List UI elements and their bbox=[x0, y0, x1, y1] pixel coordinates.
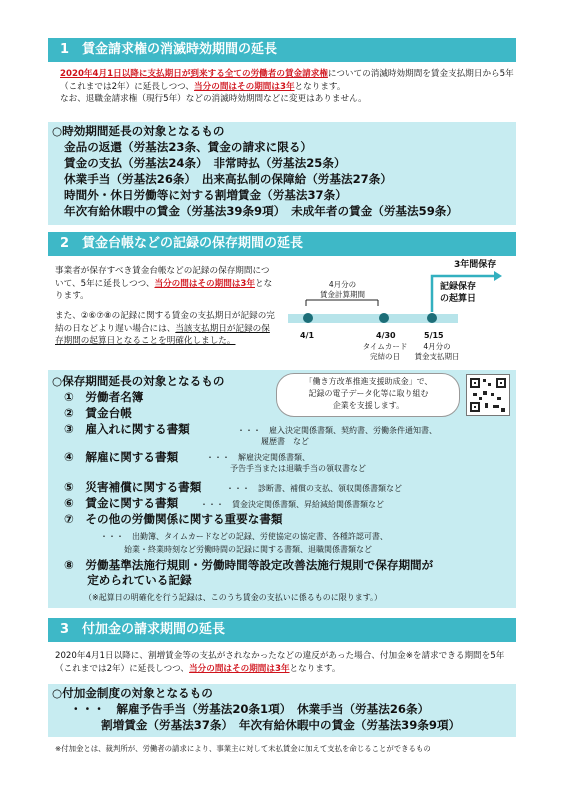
timeline-date-end: 5/15 bbox=[424, 331, 444, 340]
timeline-period-label: 4月分の 賃金計算期間 bbox=[320, 280, 365, 299]
section3-text: 2020年4月1日以降に、割増賃金等の支払がされなかったなどの違反があった場合、付加金※を請求できる期間を5年（これまでは2年）に延長しつつ、 bbox=[55, 651, 505, 674]
record-item: ④ 解雇に関する書類 bbox=[64, 450, 179, 464]
section1-highlight: 2020年4月1日以降に支払期日が到来する全ての労働者の賃金請求権 bbox=[60, 69, 328, 79]
timeline-mid-label: タイムカード 完結の日 bbox=[362, 342, 408, 361]
record-item: ⑤ 災害補償に関する書類 bbox=[64, 480, 202, 494]
timeline-dot-mid bbox=[379, 313, 389, 323]
section1-highlight-period: 当分の間はその期間は3年 bbox=[194, 81, 295, 92]
section2-text-end: となります。 bbox=[55, 278, 273, 301]
section3-box-title: ○付加金制度の対象となるもの bbox=[52, 686, 213, 700]
section1-item: 休業手当（労基法26条） 出来高払制の保障給（労基法27条） bbox=[64, 172, 392, 186]
record-item: ① 労働者名簿 bbox=[64, 390, 144, 404]
section1-item: 時間外・休日労働等に対する割増賃金（労基法37条） bbox=[64, 188, 347, 202]
section2-text2: また、②⑥⑦⑧の記録に関する賃金の支払期日が記録の完結の日などより遅い場合には、 bbox=[55, 311, 275, 334]
record-item-detail: ・・・ 解雇決定関係書類、 予告手当または退職手当の領収書など bbox=[206, 453, 366, 473]
timeline-end-label: 4月分の 賃金支払期日 bbox=[414, 342, 460, 361]
section1-note: なお、退職金請求権（現行5年）などの消滅時効期間などに変更はありません。 bbox=[60, 94, 367, 104]
section2-note: （※起算日の明確化を行う記録は、このうち賃金の支払いに係るものに限ります。） bbox=[84, 593, 383, 602]
section2-header: 2 賃金台帳などの記録の保存期間の延長 bbox=[48, 232, 516, 256]
record-item-detail: ・・・ 雇入決定関係書類、契約書、労働条件通知書、 履歴書 など bbox=[237, 426, 437, 446]
timeline-dot-start bbox=[303, 313, 313, 323]
section1-text: についての消滅時効期間を賃金支払期日から5年（これまでは2年）に延長しつつ、 bbox=[60, 69, 514, 92]
section1-item: 年次有給休暇中の賃金（労基法39条9項） 未成年者の賃金（労基法59条） bbox=[64, 204, 458, 218]
section2-underlined: 当該支払期日が記録の保存期間の起算日となることを明確化しました。 bbox=[55, 323, 270, 346]
record-item8: ⑧ 労働基準法施行規則・労働時間等設定改善法施行規則で保存期間が 定められている記録 bbox=[64, 558, 434, 587]
section3-highlight: 当分の間はその期間は3年 bbox=[189, 663, 290, 674]
section1-header: 1 賃金請求権の消滅時効期間の延長 bbox=[48, 38, 516, 62]
start-date-label: 記録保存 の起算日 bbox=[440, 282, 477, 304]
record-item-detail: ・・・ 賃金決定関係書類、昇給減給関係書類など bbox=[200, 500, 384, 509]
arrow-head-icon bbox=[494, 271, 502, 281]
section2-text: 事業者が保存すべき賃金台帳などの記録の保存期間について、5年に延長しつつ、 bbox=[55, 266, 270, 289]
keep-label: 3年間保存 bbox=[454, 260, 497, 270]
timeline-dot-end bbox=[427, 313, 437, 323]
qr-code-icon[interactable] bbox=[466, 374, 510, 416]
section3-paragraph bbox=[55, 650, 515, 675]
section2-paragraph2 bbox=[55, 310, 277, 348]
record-item: ③ 雇入れに関する書類 bbox=[64, 422, 190, 436]
record-item: ② 賃金台帳 bbox=[64, 406, 132, 420]
section1-box-title: ○時効期間延長の対象となるもの bbox=[52, 124, 225, 138]
section1-item: 賃金の支払（労基法24条） 非常時払（労基法25条） bbox=[64, 156, 346, 170]
section2-box-title: ○保存期間延長の対象となるもの bbox=[52, 374, 225, 388]
section3-item-line: ・・・ 解雇予告手当（労基法20条1項） 休業手当（労基法26条） bbox=[70, 702, 430, 716]
grant-text: 「働き方改革推進支援助成金」で、 記録の電子データ化等に取り組む 企業を支援します。 bbox=[304, 377, 433, 410]
section3-text-end: となります。 bbox=[289, 663, 341, 674]
footnote: ※付加金とは、裁判所が、労働者の請求により、事業主に対して未払賃金に加えて支払を命じることができるもの bbox=[55, 744, 431, 753]
record-item: ⑦ その他の労働関係に関する重要な書類 bbox=[64, 512, 283, 526]
timeline-date-start: 4/1 bbox=[300, 331, 315, 340]
record-item: ⑥ 賃金に関する書類 bbox=[64, 496, 179, 510]
section3-item-line: 割増賃金（労基法37条） 年次有給休暇中の賃金（労基法39条9項） bbox=[101, 718, 461, 732]
record-item7-detail: ・・・ 出勤簿、タイムカードなどの記録、労使協定の協定書、各種許認可書、 始業・終業時刻など労働時間の記録に関する書類、退職関係書類など bbox=[100, 532, 388, 554]
section1-text-end: となります。 bbox=[294, 81, 346, 92]
section2-highlight: 当分の間はその期間は3年 bbox=[154, 278, 255, 289]
record-item-detail: ・・・ 診断書、補償の支払、領収関係書類など bbox=[226, 484, 402, 493]
section3-header: 3 付加金の請求期間の延長 bbox=[48, 618, 516, 642]
timeline-date-mid: 4/30 bbox=[376, 331, 396, 340]
section1-item: 金品の返還（労基法23条、賃金の請求に限る） bbox=[64, 140, 313, 154]
section2-paragraph1 bbox=[55, 265, 277, 303]
section1-paragraph bbox=[60, 68, 515, 106]
